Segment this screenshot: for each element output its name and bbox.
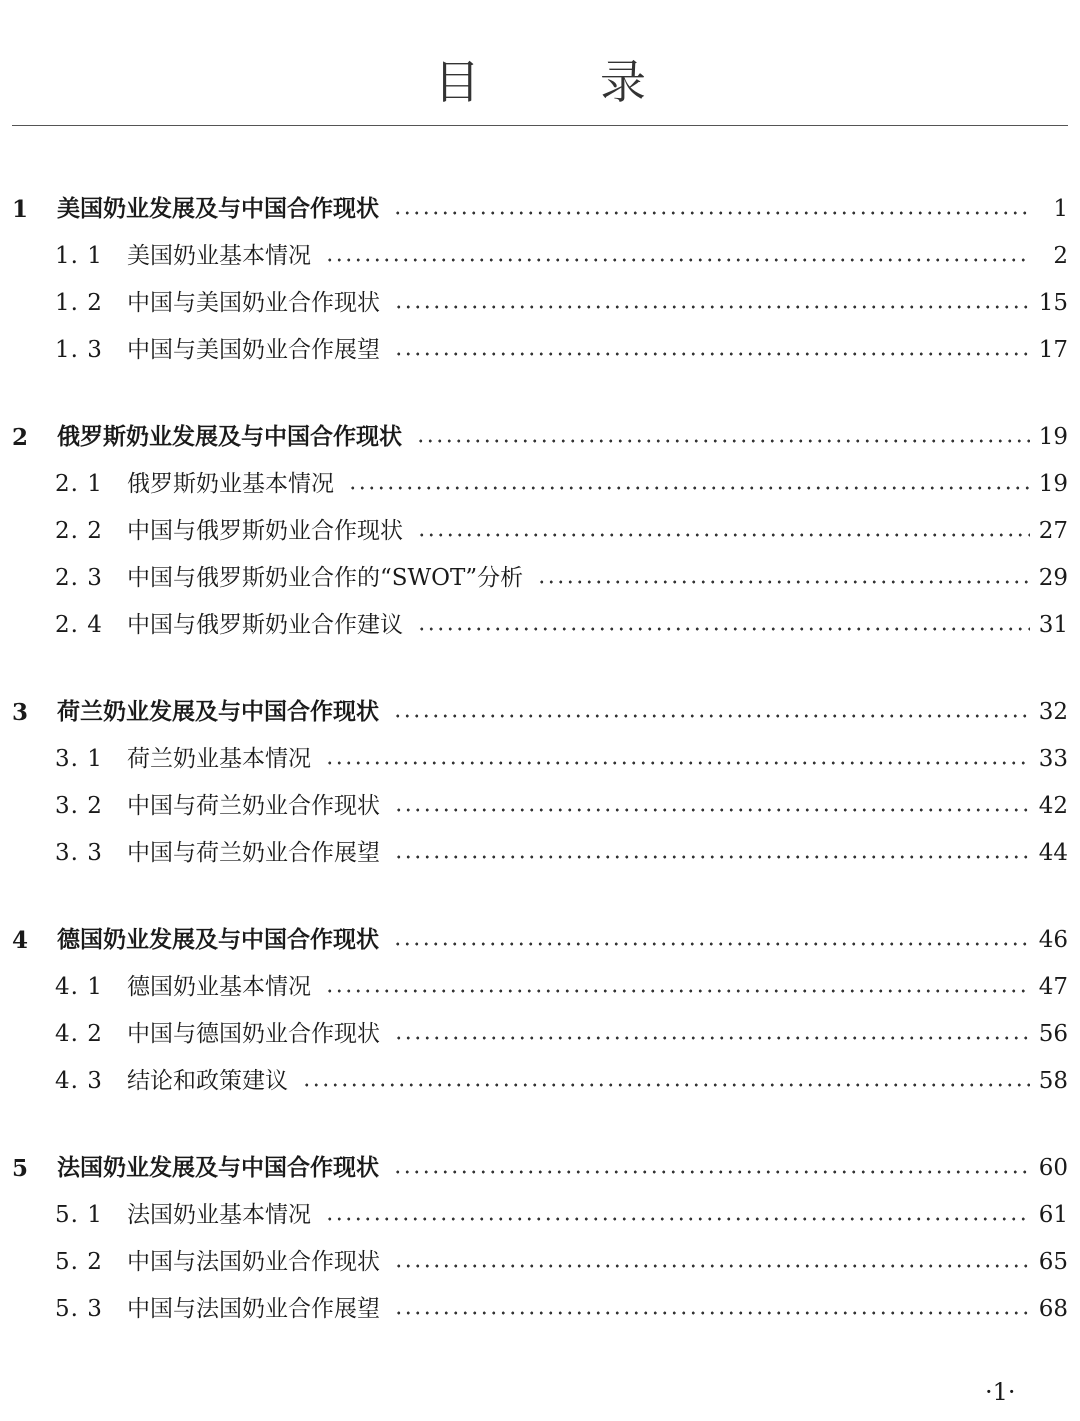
dot-leader (393, 1170, 1030, 1174)
toc-section-entry[interactable] (0, 233, 1080, 280)
entry-title: 俄罗斯奶业发展及与中国合作现状 (57, 424, 402, 450)
toc-section-entry[interactable] (0, 555, 1080, 602)
entry-page-number: 60 (1038, 1155, 1068, 1181)
entry-page-number: 1 (1053, 196, 1068, 222)
dot-leader (325, 761, 1030, 765)
entry-page-number: 65 (1038, 1249, 1068, 1275)
entry-title: 法国奶业发展及与中国合作现状 (57, 1155, 379, 1181)
entry-title: 中国与荷兰奶业合作展望 (127, 840, 380, 866)
toc-chapter-entry[interactable] (0, 917, 1080, 964)
page-folio: ·1· (985, 1378, 1016, 1406)
entry-page-number: 47 (1038, 974, 1068, 1000)
entry-number: 2. 3 (55, 565, 103, 591)
entry-page-number: 27 (1038, 518, 1068, 544)
toc-chapter (0, 414, 1080, 649)
dot-leader (417, 533, 1030, 537)
dot-leader (394, 855, 1030, 859)
entry-page-number: 19 (1038, 471, 1068, 497)
dot-leader (416, 439, 1030, 443)
dot-leader (394, 1311, 1030, 1315)
entry-number: 1. 2 (55, 290, 103, 316)
entry-page-number: 58 (1038, 1068, 1068, 1094)
toc-chapter (0, 917, 1080, 1105)
dot-leader (394, 352, 1030, 356)
toc-section-entry[interactable] (0, 602, 1080, 649)
entry-number: 5. 2 (55, 1249, 103, 1275)
entry-title: 荷兰奶业基本情况 (127, 746, 311, 772)
entry-title: 结论和政策建议 (127, 1068, 288, 1094)
entry-title: 美国奶业基本情况 (127, 243, 311, 269)
entry-page-number: 15 (1038, 290, 1068, 316)
dot-leader (393, 714, 1030, 718)
dot-leader (325, 989, 1030, 993)
entry-title: 中国与美国奶业合作现状 (127, 290, 380, 316)
title-char-1: 目 (434, 55, 480, 109)
toc-chapter-entry[interactable] (0, 689, 1080, 736)
entry-page-number: 68 (1038, 1296, 1068, 1322)
dot-leader (394, 808, 1030, 812)
toc-section-entry[interactable] (0, 1286, 1080, 1333)
entry-title: 荷兰奶业发展及与中国合作现状 (57, 699, 379, 725)
entry-title: 中国与美国奶业合作展望 (127, 337, 380, 363)
entry-page-number: 31 (1038, 612, 1068, 638)
toc-section-entry[interactable] (0, 508, 1080, 555)
entry-number: 1 (12, 196, 29, 223)
dot-leader (394, 305, 1030, 309)
toc-section-entry[interactable] (0, 280, 1080, 327)
toc-chapter-entry[interactable] (0, 186, 1080, 233)
entry-number: 1. 1 (55, 243, 103, 269)
entry-number: 4. 3 (55, 1068, 103, 1094)
entry-title: 中国与德国奶业合作现状 (127, 1021, 380, 1047)
entry-title: 中国与法国奶业合作展望 (127, 1296, 380, 1322)
toc-chapter-entry[interactable] (0, 414, 1080, 461)
dot-leader (394, 1264, 1030, 1268)
toc-section-entry[interactable] (0, 964, 1080, 1011)
dot-leader (417, 627, 1030, 631)
toc-section-entry[interactable] (0, 1058, 1080, 1105)
table-of-contents (0, 186, 1080, 1373)
entry-number: 3. 1 (55, 746, 103, 772)
entry-title: 中国与俄罗斯奶业合作建议 (127, 612, 403, 638)
toc-chapter-entry[interactable] (0, 1145, 1080, 1192)
entry-title: 中国与荷兰奶业合作现状 (127, 793, 380, 819)
dot-leader (537, 580, 1030, 584)
entry-page-number: 56 (1038, 1021, 1068, 1047)
entry-number: 4. 2 (55, 1021, 103, 1047)
dot-leader (393, 942, 1030, 946)
entry-title: 法国奶业基本情况 (127, 1202, 311, 1228)
entry-page-number: 42 (1038, 793, 1068, 819)
entry-page-number: 32 (1038, 699, 1068, 725)
toc-section-entry[interactable] (0, 1011, 1080, 1058)
entry-page-number: 17 (1038, 337, 1068, 363)
entry-number: 4. 1 (55, 974, 103, 1000)
dot-leader (393, 211, 1030, 215)
entry-number: 3 (12, 699, 29, 726)
entry-number: 2. 1 (55, 471, 103, 497)
toc-chapter (0, 1145, 1080, 1333)
toc-chapter (0, 689, 1080, 877)
entry-number: 2. 2 (55, 518, 103, 544)
entry-page-number: 44 (1038, 840, 1068, 866)
toc-section-entry[interactable] (0, 1192, 1080, 1239)
entry-number: 1. 3 (55, 337, 103, 363)
entry-number: 3. 3 (55, 840, 103, 866)
entry-number: 2. 4 (55, 612, 103, 638)
toc-chapter (0, 186, 1080, 374)
entry-page-number: 19 (1038, 424, 1068, 450)
title-char-2: 录 (600, 55, 646, 109)
entry-title: 德国奶业基本情况 (127, 974, 311, 1000)
dot-leader (302, 1083, 1030, 1087)
toc-section-entry[interactable] (0, 327, 1080, 374)
dot-leader (325, 1217, 1030, 1221)
dot-leader (394, 1036, 1030, 1040)
entry-number: 3. 2 (55, 793, 103, 819)
entry-page-number: 61 (1038, 1202, 1068, 1228)
toc-section-entry[interactable] (0, 830, 1080, 877)
entry-title: 中国与俄罗斯奶业合作的“SWOT”分析 (127, 565, 524, 591)
entry-title: 中国与俄罗斯奶业合作现状 (127, 518, 403, 544)
entry-page-number: 33 (1038, 746, 1068, 772)
entry-page-number: 29 (1038, 565, 1068, 591)
entry-page-number: 2 (1053, 243, 1068, 269)
entry-number: 5 (12, 1155, 29, 1182)
entry-number: 5. 3 (55, 1296, 103, 1322)
entry-number: 5. 1 (55, 1202, 103, 1228)
toc-section-entry[interactable] (0, 783, 1080, 830)
dot-leader (348, 486, 1030, 490)
entry-number: 4 (12, 927, 29, 954)
entry-title: 中国与法国奶业合作现状 (127, 1249, 380, 1275)
title-rule (12, 125, 1068, 126)
entry-number: 2 (12, 424, 29, 451)
page-title (0, 52, 1080, 112)
entry-title: 德国奶业发展及与中国合作现状 (57, 927, 379, 953)
dot-leader (325, 258, 1030, 262)
toc-section-entry[interactable] (0, 736, 1080, 783)
toc-section-entry[interactable] (0, 1239, 1080, 1286)
entry-title: 俄罗斯奶业基本情况 (127, 471, 334, 497)
toc-section-entry[interactable] (0, 461, 1080, 508)
entry-title: 美国奶业发展及与中国合作现状 (57, 196, 379, 222)
entry-page-number: 46 (1038, 927, 1068, 953)
